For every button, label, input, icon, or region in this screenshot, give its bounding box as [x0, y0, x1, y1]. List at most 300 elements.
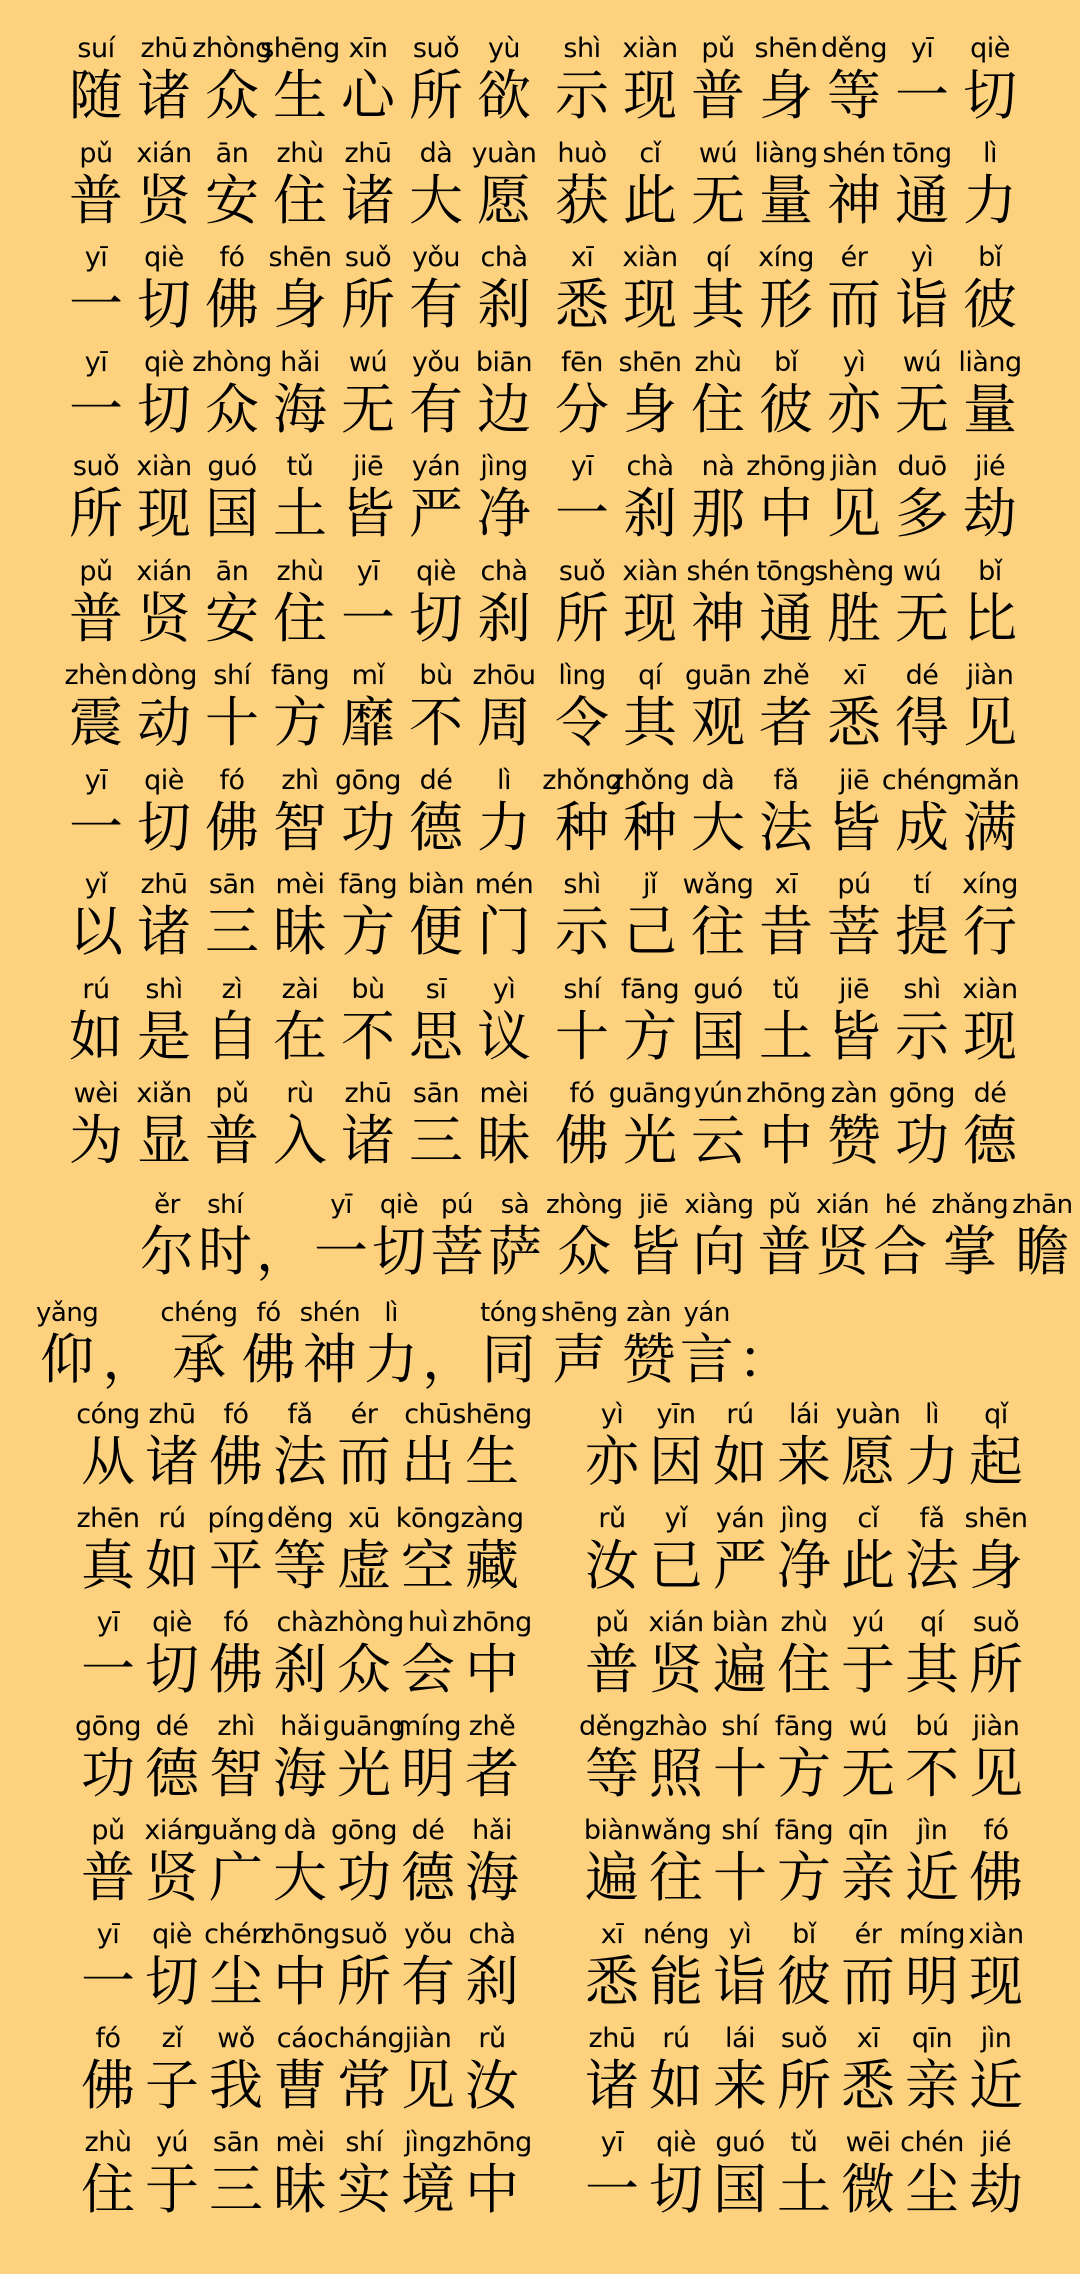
char-cell [644, 2126, 708, 2220]
hanzi: 切 [137, 273, 191, 336]
hanzi: 刹 [477, 273, 531, 336]
pinyin: yì [842, 346, 866, 378]
char-cell [402, 555, 470, 649]
pinyin: zhě [468, 1711, 516, 1742]
pinyin: xiǎn [136, 1078, 192, 1109]
pinyin: zhū [140, 869, 188, 900]
hanzi: 大 [273, 1846, 327, 1909]
pinyin: xī [842, 660, 866, 691]
char-cell [548, 346, 616, 440]
char-cell [836, 2022, 900, 2116]
char-cell [460, 1710, 524, 1804]
pinyin: wǎng [640, 1815, 712, 1846]
hanzi: 安 [205, 586, 259, 650]
hanzi: 净 [777, 1534, 831, 1597]
pinyin: pú [837, 869, 871, 900]
hanzi: 令 [555, 691, 609, 754]
char-cell [332, 1398, 396, 1492]
hanzi: 随 [69, 64, 123, 127]
char-cell [888, 137, 956, 231]
hanzi: 于 [841, 1638, 895, 1701]
char-cell [192, 32, 272, 127]
pinyin: yī [96, 1607, 120, 1638]
hanzi: 如 [69, 1004, 123, 1068]
char-cell [266, 973, 334, 1067]
hanzi: 所 [409, 64, 463, 127]
pinyin: fāng [620, 973, 680, 1005]
pinyin: qiè [970, 33, 1010, 64]
pinyin: zhū [344, 1078, 392, 1109]
char-cell [402, 32, 470, 126]
pinyin: dòng [131, 660, 197, 691]
pinyin: ěr [154, 1190, 180, 1220]
hanzi: 边 [477, 377, 531, 441]
pinyin: shén [686, 555, 750, 587]
hanzi: 不 [409, 691, 463, 754]
hanzi: 分 [555, 377, 609, 441]
pinyin: tǔ [772, 973, 800, 1005]
char-cell [130, 450, 198, 544]
pinyin: chéng [160, 1298, 238, 1328]
hanzi: 为 [69, 1109, 123, 1172]
pinyin: ān [215, 555, 249, 587]
char-cell [192, 346, 272, 441]
pinyin: qiè [416, 555, 456, 587]
verse-right-phrase [580, 2126, 1028, 2220]
pinyin: zhōng [452, 2127, 532, 2158]
pinyin: jìn [916, 1815, 948, 1846]
hanzi: 所 [969, 1638, 1023, 1701]
pinyin: qiè [152, 1607, 192, 1638]
char-cell [820, 659, 888, 753]
hanzi: 诣 [895, 273, 949, 336]
char-cell [684, 32, 752, 126]
pinyin: shēng [541, 1298, 618, 1328]
pinyin: zhòng [546, 1190, 623, 1220]
hanzi: 一 [314, 1220, 368, 1283]
char-cell [198, 1188, 252, 1282]
hanzi: 起 [969, 1430, 1023, 1493]
pinyin: yán [411, 451, 461, 482]
char-cell [888, 868, 956, 962]
hanzi: 海 [273, 1742, 327, 1805]
char-cell [684, 450, 752, 544]
pinyin: yán [683, 1298, 730, 1328]
pinyin: zàn [626, 1298, 671, 1328]
hanzi: 亦 [827, 377, 881, 441]
hanzi: 切 [137, 377, 191, 441]
pinyin: tóng [480, 1298, 538, 1328]
char-cell [130, 346, 198, 440]
pinyin: xiàn [962, 973, 1018, 1005]
hanzi: 一 [555, 482, 609, 545]
pinyin: shí [721, 1711, 759, 1742]
verse-line [0, 137, 1080, 241]
char-cell [130, 1077, 198, 1171]
hanzi: 靡 [341, 691, 395, 754]
verse-right-phrase [580, 1502, 1028, 1596]
char-cell [680, 1296, 734, 1390]
hanzi: 等 [827, 64, 881, 127]
verse-left-phrase [62, 241, 538, 335]
char-cell [836, 1606, 900, 1700]
char-cell [140, 1188, 194, 1282]
char-cell [772, 1918, 836, 2012]
hanzi: 悉 [555, 273, 609, 336]
char-cell [820, 346, 888, 440]
char-cell [76, 1814, 140, 1908]
pinyin: jìng [780, 1503, 828, 1534]
hanzi: 以 [69, 900, 123, 963]
hanzi: 空 [401, 1534, 455, 1597]
hanzi: 佛 [969, 1846, 1023, 1909]
char-cell [616, 555, 684, 649]
pinyin: zhù [84, 2127, 132, 2158]
verse-line [0, 1918, 1080, 2022]
pinyin: lì [982, 137, 997, 169]
pinyin: tōng [892, 137, 952, 169]
hanzi: 来 [713, 2054, 767, 2117]
pinyin: xíng [758, 242, 814, 273]
pinyin: dà [701, 764, 735, 796]
hanzi: 量 [963, 377, 1017, 441]
pinyin: chéng [881, 764, 963, 796]
char-cell [470, 764, 538, 858]
verse-left-phrase [76, 2126, 532, 2221]
pinyin: guǎng [194, 1815, 278, 1846]
pinyin: ér [854, 1919, 882, 1950]
pinyin: bǐ [978, 555, 1002, 587]
char-cell [62, 764, 130, 858]
char-cell [470, 659, 538, 753]
verse-left-phrase [62, 555, 538, 649]
hanzi: 光 [623, 1109, 677, 1172]
hanzi: 已 [649, 1534, 703, 1597]
char-cell [616, 659, 684, 753]
pinyin: chà [480, 555, 528, 587]
char-cell [542, 764, 622, 859]
hanzi: 自 [205, 1004, 259, 1068]
char-cell [640, 1814, 712, 1909]
prose-line [36, 1296, 796, 1390]
char-cell [708, 1502, 772, 1596]
pinyin: tǔ [286, 451, 314, 482]
hanzi: 此 [623, 168, 677, 232]
hanzi: 严 [409, 482, 463, 545]
pinyin: děng [267, 1503, 334, 1534]
char-cell [62, 32, 130, 126]
pinyin: jiàn [966, 660, 1014, 691]
char-cell [752, 973, 820, 1067]
hanzi: 诸 [137, 900, 191, 963]
verse-left-phrase [62, 137, 538, 231]
hanzi: 门 [477, 900, 531, 963]
hanzi: 普 [691, 64, 745, 127]
hanzi: 议 [477, 1004, 531, 1068]
char-cell [256, 1188, 310, 1282]
pinyin: rú [662, 2023, 690, 2054]
pinyin: shén [299, 1298, 361, 1328]
pinyin: dà [283, 1815, 317, 1846]
hanzi: 昧 [273, 2158, 327, 2221]
char-cell [752, 764, 820, 858]
pinyin: bú [915, 1711, 949, 1742]
pinyin: qiè [144, 764, 184, 796]
char-cell [644, 2022, 708, 2116]
hanzi: 有 [401, 1950, 455, 2013]
hanzi: 观 [691, 691, 745, 754]
pinyin: jiē [838, 973, 870, 1005]
pinyin: pǔ [701, 33, 735, 64]
char-cell [964, 2022, 1028, 2116]
char-cell [62, 346, 130, 440]
char-cell [323, 2022, 405, 2117]
verse-left-phrase [62, 450, 538, 544]
verse-line [0, 555, 1080, 659]
char-cell [836, 1814, 900, 1908]
hanzi: 而 [841, 1950, 895, 2013]
char-cell [470, 973, 538, 1067]
hanzi: 昔 [759, 900, 813, 963]
hanzi: 众 [337, 1638, 391, 1701]
char-cell [334, 1077, 402, 1171]
verse-line [0, 1606, 1080, 1710]
char-cell [198, 137, 266, 231]
hanzi: 大 [409, 168, 463, 232]
pinyin: bǐ [774, 346, 798, 378]
pinyin: shén [822, 137, 886, 169]
pinyin: yì [492, 973, 516, 1005]
hanzi: 贤 [137, 168, 191, 232]
pinyin: hǎi [280, 1711, 320, 1742]
pinyin: guān [685, 660, 751, 691]
pinyin: shì [563, 33, 601, 64]
pinyin: zhòng [324, 1607, 404, 1638]
char-cell [402, 450, 470, 544]
hanzi: 赞 [621, 1328, 676, 1391]
pinyin: mèi [479, 1078, 529, 1109]
hanzi: 所 [555, 586, 609, 650]
char-cell [266, 241, 334, 335]
pinyin: jìng [404, 2127, 452, 2158]
hanzi: 智 [209, 1742, 263, 1805]
hanzi: 往 [649, 1846, 703, 1909]
pinyin: míng [394, 1711, 462, 1742]
pinyin: qiè [144, 346, 184, 378]
pinyin: fāng [774, 1815, 834, 1846]
hanzi: 一 [69, 273, 123, 336]
pinyin: zhū [148, 1399, 196, 1430]
pinyin: yī [84, 346, 108, 378]
pinyin: cóng [76, 1399, 140, 1430]
pinyin: bǐ [792, 1919, 816, 1950]
char-cell [644, 1606, 708, 1700]
char-cell [881, 764, 963, 859]
pinyin: shí [345, 2127, 383, 2158]
pinyin: rú [158, 1503, 186, 1534]
hanzi: 其 [623, 691, 677, 754]
pinyin: mèi [275, 2127, 325, 2158]
char-cell [956, 1077, 1024, 1171]
char-cell [772, 1814, 836, 1908]
char-cell [334, 659, 402, 753]
char-cell [684, 868, 752, 962]
pinyin: qiè [379, 1190, 419, 1220]
hanzi: 无 [895, 377, 949, 441]
char-cell [752, 32, 820, 126]
pinyin: zì [221, 973, 243, 1005]
char-cell [956, 450, 1024, 544]
pinyin: fāng [774, 1711, 834, 1742]
pinyin: xíng [962, 869, 1018, 900]
hanzi: 萨 [488, 1220, 542, 1283]
hanzi: 三 [409, 1109, 463, 1172]
char-cell [820, 1077, 888, 1171]
pinyin: qiè [144, 242, 184, 273]
pinyin: shēn [964, 1503, 1028, 1534]
verse-right-phrase [548, 1077, 1024, 1171]
pinyin: xián [144, 1815, 200, 1846]
hanzi: 切 [137, 795, 191, 859]
pinyin: zhù [276, 137, 324, 169]
verse-left-phrase [76, 1606, 532, 1701]
hanzi: 诸 [341, 168, 395, 232]
char-cell [900, 1918, 964, 2012]
char-cell [470, 555, 538, 649]
hanzi: 佛 [209, 1430, 263, 1493]
char-cell [62, 241, 130, 335]
char-cell [888, 450, 956, 544]
hanzi: 皆 [827, 1004, 881, 1068]
hanzi: 无 [895, 586, 949, 650]
pinyin: zhǒng [610, 764, 690, 796]
char-cell [752, 868, 820, 962]
hanzi: 承 [171, 1328, 226, 1391]
hanzi: 悉 [585, 1950, 639, 2013]
verse-right-phrase [548, 450, 1024, 544]
char-cell [334, 346, 402, 440]
char-cell [470, 137, 538, 231]
char-cell [888, 659, 956, 753]
hanzi: 心 [341, 64, 395, 127]
pinyin: yǐ [84, 869, 108, 900]
hanzi: 微 [841, 2158, 895, 2221]
char-cell [580, 1918, 644, 2012]
pinyin: rú [82, 973, 110, 1005]
hanzi: 入 [273, 1109, 327, 1172]
hanzi: 刹 [477, 586, 531, 650]
hanzi: 智 [273, 795, 327, 859]
pinyin: yī [84, 764, 108, 796]
hanzi: 住 [777, 1638, 831, 1701]
pinyin: yǒu [403, 1919, 453, 1950]
hanzi: 示 [555, 64, 609, 127]
char-cell [580, 1710, 644, 1804]
char-cell [76, 1398, 140, 1492]
char-cell [616, 346, 684, 440]
char-cell [644, 1502, 708, 1596]
char-cell [548, 555, 616, 649]
pinyin: sān [212, 2127, 260, 2158]
hanzi: 示 [555, 900, 609, 963]
pinyin: ān [215, 137, 249, 169]
char-cell [956, 659, 1024, 753]
char-cell [470, 868, 538, 962]
hanzi: 诣 [713, 1950, 767, 2013]
hanzi: 中 [465, 1638, 519, 1701]
hanzi: 住 [691, 377, 745, 441]
pinyin: yǎng [36, 1298, 99, 1328]
pinyin: yún [693, 1078, 743, 1109]
hanzi: 国 [691, 1004, 745, 1068]
hanzi: 一 [69, 795, 123, 859]
char-cell [204, 1398, 268, 1492]
hanzi: 贤 [815, 1220, 870, 1283]
hanzi: 无 [341, 377, 395, 441]
pinyin: guó [693, 973, 743, 1005]
char-cell [772, 2022, 836, 2116]
char-cell [198, 241, 266, 335]
verse-left-phrase [76, 1710, 524, 1804]
pinyin: lái [788, 1399, 820, 1430]
hanzi: 如 [649, 2054, 703, 2117]
hanzi: 言 [679, 1328, 734, 1391]
char-cell [956, 137, 1024, 231]
pinyin: fó [219, 764, 245, 796]
pinyin: xī [600, 1919, 624, 1950]
char-cell [130, 973, 198, 1067]
verse-right-phrase [548, 241, 1024, 335]
pinyin: yī [330, 1190, 352, 1220]
char-cell [548, 241, 616, 335]
hanzi: 力 [364, 1328, 419, 1391]
hanzi: 十 [205, 691, 259, 754]
hanzi: 切 [145, 1950, 199, 2013]
verse-right-phrase [580, 1606, 1028, 1700]
hanzi: 通 [895, 168, 949, 232]
hanzi: 普 [757, 1220, 812, 1283]
pinyin: xiàn [622, 555, 678, 587]
char-cell [684, 346, 752, 440]
pinyin: fó [983, 1815, 1009, 1846]
verse-line [0, 32, 1080, 136]
pinyin: cǐ [857, 1503, 879, 1534]
char-cell [76, 1710, 140, 1804]
pinyin: yuàn [835, 1399, 901, 1430]
pinyin: tōng [756, 555, 816, 587]
pinyin: gōng [331, 1815, 397, 1846]
hanzi: 佛 [209, 1638, 263, 1701]
verse-right-phrase [542, 764, 1024, 859]
pinyin: yī [570, 451, 594, 482]
pinyin: zhù [694, 346, 742, 378]
hanzi: 动 [137, 691, 191, 754]
char-cell [900, 2126, 964, 2220]
pinyin: xī [570, 242, 594, 273]
char-cell [684, 1077, 752, 1171]
hanzi: 彼 [777, 1950, 831, 2013]
hanzi: 一 [81, 1950, 135, 2013]
pinyin: xián [136, 555, 192, 587]
pinyin: yī [600, 2127, 624, 2158]
hanzi: 德 [963, 1109, 1017, 1172]
pinyin: wǒ [217, 2023, 255, 2054]
hanzi: 显 [137, 1109, 191, 1172]
verse-right-phrase [580, 2022, 1028, 2116]
verse-line [0, 2022, 1080, 2126]
char-cell [616, 32, 684, 126]
hanzi: 诸 [145, 1430, 199, 1493]
